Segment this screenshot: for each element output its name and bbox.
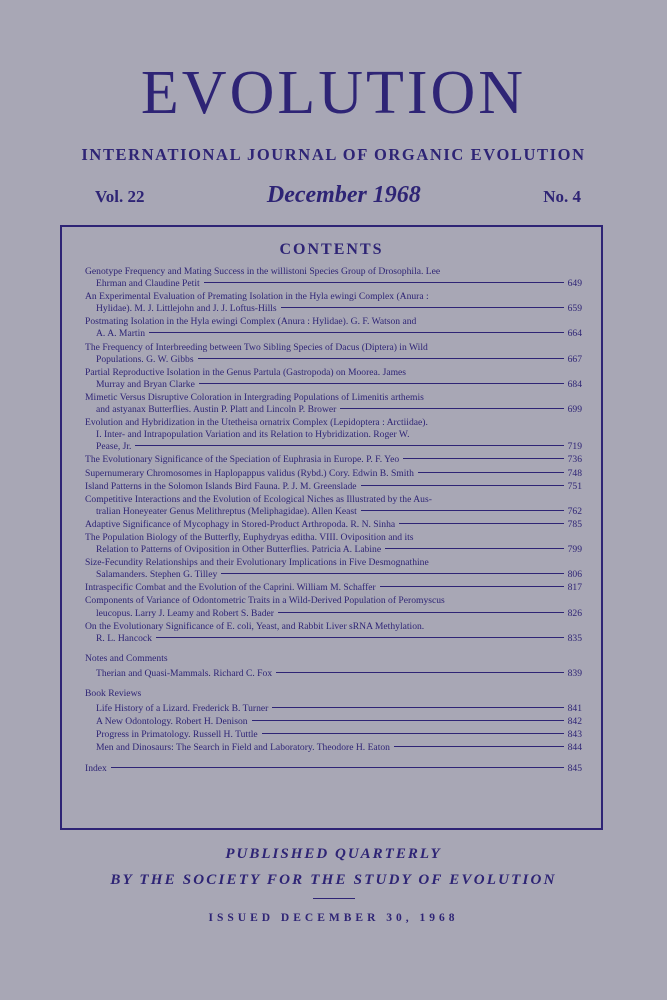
contents-heading: CONTENTS — [279, 241, 384, 258]
toc-entry-text: Adaptive Significance of Mycophagy in Stored-Product Arthropoda. R. N. Sinha — [85, 518, 396, 530]
toc-entry-text: Evolution and Hybridization in the Utetheisa ornatrix Complex (Lepidoptera : Arctiidae). — [85, 417, 428, 429]
issue-date: December 1968 — [266, 182, 421, 208]
volume: Vol. 22 — [95, 187, 145, 206]
toc-entry-text: Genotype Frequency and Mating Success in the willistoni Species Group of Drosophila. Lee — [85, 266, 441, 277]
index-row — [85, 763, 582, 775]
toc-entry-text: R. L. Hancock — [96, 632, 152, 644]
toc-page-number: 684 — [567, 378, 582, 390]
toc-entry — [85, 266, 582, 290]
review-entry-page: 842 — [567, 716, 582, 728]
toc-entry-text: Murray and Bryan Clarke — [96, 378, 195, 390]
review-entry-text: Progress in Primatology. Russell H. Tuttle — [96, 729, 258, 741]
dot-leader — [204, 282, 564, 283]
toc-page-number: 806 — [567, 569, 582, 581]
dot-leader — [199, 383, 564, 384]
toc-entry — [85, 316, 582, 340]
toc-entry-text: tralian Honeyeater Genus Melithreptus (Meliphagidae). Allen Keast — [96, 505, 357, 517]
toc-page-number: 667 — [567, 353, 582, 365]
dot-leader — [394, 746, 564, 747]
dot-leader — [272, 707, 563, 708]
dot-leader — [361, 485, 564, 486]
review-entry — [85, 703, 582, 715]
toc-entry — [85, 468, 582, 480]
note-entry-page: 839 — [567, 667, 582, 679]
dot-leader — [276, 672, 563, 673]
toc-page-number: 826 — [567, 607, 582, 619]
toc-entry-text: A. A. Martin — [96, 328, 146, 340]
dot-leader — [340, 408, 563, 409]
reviews-section-title: Book Reviews — [85, 688, 142, 699]
index-label: Index — [85, 763, 107, 775]
toc-page-number: 817 — [567, 582, 582, 594]
dot-leader — [278, 612, 564, 613]
toc-page-number: 649 — [567, 278, 582, 290]
issue-number: No. 4 — [543, 187, 581, 206]
dot-leader — [252, 720, 564, 721]
review-entry-page: 843 — [567, 729, 582, 741]
notes-section-title: Notes and Comments — [85, 652, 168, 664]
dot-leader — [380, 586, 564, 587]
toc-page-number: 659 — [567, 303, 582, 315]
dot-leader — [221, 573, 563, 574]
toc-entry — [85, 595, 582, 619]
toc-page-number: 785 — [567, 518, 582, 530]
toc-entry-text: Ehrman and Claudine Petit — [96, 278, 200, 290]
toc-entry-text: Populations. G. W. Gibbs — [96, 353, 194, 365]
review-entry-page: 844 — [567, 742, 582, 754]
table-of-contents — [85, 266, 582, 776]
toc-entry-text: Relation to Patterns of Oviposition in Other Butterflies. Patricia A. Labine — [96, 544, 382, 556]
toc-entry — [85, 481, 582, 493]
toc-entry-text: leucopus. Larry J. Leamy and Robert S. Bader — [96, 607, 274, 619]
note-entry-text: Therian and Quasi-Mammals. Richard C. Fox — [96, 667, 273, 679]
review-entry-text: A New Odontology. Robert H. Denison — [96, 716, 248, 728]
index-page: 845 — [567, 763, 582, 775]
toc-page-number: 748 — [567, 467, 582, 479]
toc-entry-text: I. Inter- and Intrapopulation Variation and its Relation to Hybridization. Roger W. — [96, 429, 410, 441]
note-entry — [85, 668, 582, 680]
contents-box — [60, 225, 603, 830]
toc-page-number: 751 — [567, 480, 582, 492]
dot-leader — [399, 523, 563, 524]
toc-page-number: 664 — [567, 328, 582, 340]
toc-entry-text: On the Evolutionary Significance of E. coli, Yeast, and Rabbit Liver sRNA Methylation. — [85, 620, 425, 632]
review-entry — [85, 716, 582, 728]
toc-entry — [85, 621, 582, 645]
toc-page-number: 699 — [567, 404, 582, 416]
published-quarterly: PUBLISHED QUARTERLY — [225, 846, 442, 862]
toc-entry — [85, 367, 582, 391]
toc-entry-text: Intraspecific Combat and the Evolution of the Caprini. William M. Schaffer — [85, 582, 376, 594]
dot-leader — [262, 733, 564, 734]
toc-page-number: 736 — [567, 454, 582, 466]
toc-page-number: 719 — [567, 441, 582, 453]
dot-leader — [385, 548, 564, 549]
toc-entry-text: Postmating Isolation in the Hyla ewingi Complex (Anura : Hylidae). G. F. Watson and — [85, 316, 417, 328]
toc-entry-text: An Experimental Evaluation of Premating Isolation in the Hyla ewingi Complex (Anura : — [85, 291, 429, 303]
toc-page-number: 799 — [567, 544, 582, 556]
dot-leader — [111, 767, 564, 768]
toc-entry-text: Size-Fecundity Relationships and their Evolutionary Implications in Five Desmognathine — [85, 557, 429, 569]
toc-entry-text: Competitive Interactions and the Evolution of Ecological Niches as Illustrated by the Aus- — [85, 493, 432, 505]
dot-leader — [361, 510, 564, 511]
toc-entry-text: The Evolutionary Significance of the Speciation of Euphrasia in Europe. P. F. Yeo — [85, 454, 400, 466]
toc-entry-text: Components of Variance of Odontometric Traits in a Wild-Derived Population of Peromyscus — [85, 595, 445, 607]
toc-entry-text: Island Patterns in the Solomon Islands Bird Fauna. P. J. M. Greenslade — [85, 480, 357, 492]
toc-entry-text: Hylidae). M. J. Littlejohn and J. J. Loftus-Hills — [96, 303, 277, 315]
toc-entry — [85, 454, 582, 466]
review-entry-text: Life History of a Lizard. Frederick B. Turner — [96, 703, 269, 715]
journal-subtitle: INTERNATIONAL JOURNAL OF ORGANIC EVOLUTION — [81, 145, 586, 164]
toc-entry — [85, 532, 582, 556]
toc-entry — [85, 392, 582, 416]
toc-entry — [85, 342, 582, 366]
issued-date: ISSUED DECEMBER 30, 1968 — [208, 912, 459, 924]
toc-entry-text: The Population Biology of the Butterfly, Euphydryas editha. VIII. Oviposition and its — [85, 531, 414, 543]
toc-page-number: 835 — [567, 632, 582, 644]
toc-entry-text: Supernumerary Chromosomes in Haplopappus validus (Rybd.) Cory. Edwin B. Smith — [85, 467, 414, 479]
review-entry-page: 841 — [567, 703, 582, 715]
review-entry-text: Men and Dinosaurs: The Search in Field and Laboratory. Theodore H. Eaton — [96, 742, 390, 754]
toc-entry — [85, 582, 582, 594]
toc-entry-text: Mimetic Versus Disruptive Coloration in Intergrading Populations of Limenitis arthemis — [85, 391, 424, 403]
issue-line — [95, 182, 581, 209]
toc-entry-text: Partial Reproductive Isolation in the Genus Partula (Gastropoda) on Moorea. James — [85, 366, 407, 378]
toc-entry — [85, 417, 582, 453]
dot-leader — [281, 307, 564, 308]
toc-entry-text: The Frequency of Interbreeding between Two Sibling Species of Dacus (Diptera) in Wild — [85, 341, 428, 353]
review-entry — [85, 742, 582, 754]
review-entry — [85, 729, 582, 741]
toc-entry — [85, 519, 582, 531]
dot-leader — [403, 458, 563, 459]
toc-entry — [85, 494, 582, 518]
toc-page-number: 762 — [567, 505, 582, 517]
dot-leader — [149, 332, 564, 333]
journal-title: EVOLUTION — [140, 59, 527, 127]
toc-entry-text: and astyanax Butterflies. Austin P. Platt and Lincoln P. Brower — [96, 404, 337, 416]
toc-entry-text: Pease, Jr. — [96, 441, 132, 453]
dot-leader — [198, 358, 564, 359]
toc-entry — [85, 291, 582, 315]
society-line: BY THE SOCIETY FOR THE STUDY OF EVOLUTION — [110, 872, 557, 888]
dot-leader — [156, 637, 564, 638]
toc-entry — [85, 557, 582, 581]
divider-rule — [313, 898, 355, 899]
dot-leader — [418, 472, 564, 473]
toc-entry-text: Salamanders. Stephen G. Tilley — [96, 569, 218, 581]
dot-leader — [135, 445, 563, 446]
